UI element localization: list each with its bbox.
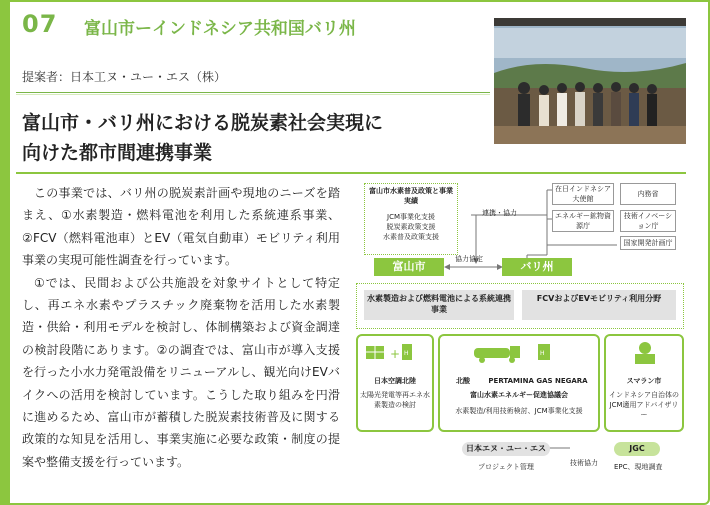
svg-text:H: H bbox=[404, 350, 409, 357]
paragraph-1: この事業では、バリ州の脱炭素計画や現地のニーズを踏まえ、①水素製造・燃料電池を利用した系統連系事業、②FCV（燃料電池車）とEV（電気自動車）モビリティ利用事業の実現可能性調査を行っています。 bbox=[22, 186, 340, 268]
hydrogen-truck-icon bbox=[472, 340, 572, 366]
group-photo bbox=[494, 18, 686, 144]
cooperation-diagram bbox=[352, 180, 692, 480]
article-title bbox=[22, 108, 482, 168]
toyama-item-3: 水素普及政策支援 bbox=[383, 233, 439, 241]
jgc-node: JGC bbox=[614, 442, 660, 456]
tech-coop-label: 技術協力 bbox=[570, 459, 598, 467]
header-divider-light bbox=[16, 94, 490, 95]
cooperation-label: 連携・協力 bbox=[482, 209, 517, 217]
association-label: 富山水素エネルギー促進協議会 bbox=[470, 391, 568, 399]
toyama-item-1: JCM事業化支援 bbox=[387, 213, 435, 221]
energy-ministry-box: エネルギー鉱物資源庁 bbox=[552, 210, 614, 232]
toyama-city-node: 富山市 bbox=[374, 258, 444, 276]
nihon-ens-node: 日本エヌ・ユー・エス bbox=[462, 442, 550, 456]
association-desc: 水素製造/利用技術検討、JCM事業化支援 bbox=[455, 407, 583, 415]
toyama-policy-title: 富山市水素普及政策と事業実績 bbox=[369, 187, 453, 205]
sumaran-name: スマラン市 bbox=[626, 377, 662, 385]
svg-text:+: + bbox=[390, 347, 401, 361]
svg-text:H: H bbox=[540, 350, 545, 357]
national-dev-box: 国家開発計画庁 bbox=[620, 236, 676, 250]
tech-agency-box: 技術イノベーション庁 bbox=[620, 210, 676, 232]
section-number: 07 bbox=[22, 10, 58, 38]
epc-label: EPC、現地調査 bbox=[614, 463, 663, 471]
article-title-line2: 向けた都市間連携事業 bbox=[22, 142, 213, 164]
company1-desc: 太陽光発電等再エネ水素製造の検討 bbox=[360, 391, 430, 409]
company1-name: 日本空調北陸 bbox=[374, 377, 416, 385]
city-icon bbox=[632, 340, 658, 366]
solar-hydrogen-icon bbox=[364, 340, 424, 366]
article-title-line1: 富山市・バリ州における脱炭素社会実現に bbox=[22, 112, 384, 134]
bali-node: バリ州 bbox=[502, 258, 572, 276]
body-text bbox=[22, 182, 340, 473]
project-mobility: FCVおよびEVモビリティ利用分野 bbox=[522, 290, 676, 320]
naikaku-box: 内務省 bbox=[620, 183, 676, 205]
project-mgmt-label: プロジェクト管理 bbox=[478, 463, 534, 471]
paragraph-2: ①では、民間および公共施設を対象サイトとして特定し、再エネ水素やプラスチック廃棄物を活用した水素製造・供給・利用モデルを検討し、体制構築および資金調達の検討段階にあります。②の調査では、富山市が導入支援を行った小水力発電設備をリニューアルし、観光向けEVバイクへの活用を検討しています。こうした取り組みを円滑に進めるため、富山市が蓄積した脱炭素技術普及に関する政策的な知見を活用し、事業実施に必要な政策・制度の提案や整備支援を行っています。 bbox=[22, 275, 340, 469]
north-company: 北酸 bbox=[456, 377, 470, 385]
embassy-box: 在日インドネシア大使館 bbox=[552, 183, 614, 205]
agreement-label: 協力協定 bbox=[455, 255, 483, 263]
proposer-label: 提案者：日本工ヌ・ユー・エス（株） bbox=[22, 70, 227, 84]
sumaran-desc: インドネシア自治体のJCM適用アドバイザリー bbox=[609, 391, 679, 419]
toyama-item-2: 脱炭素政策支援 bbox=[386, 223, 436, 231]
page-title: 富山市ーインドネシア共和国バリ州 bbox=[84, 19, 356, 39]
pertamina-label: PERTAMINA GAS NEGARA bbox=[488, 377, 588, 385]
header-divider bbox=[16, 92, 490, 93]
project-hydrogen: 水素製造および燃料電池による系統連携事業 bbox=[364, 290, 514, 320]
title-divider bbox=[16, 172, 686, 174]
